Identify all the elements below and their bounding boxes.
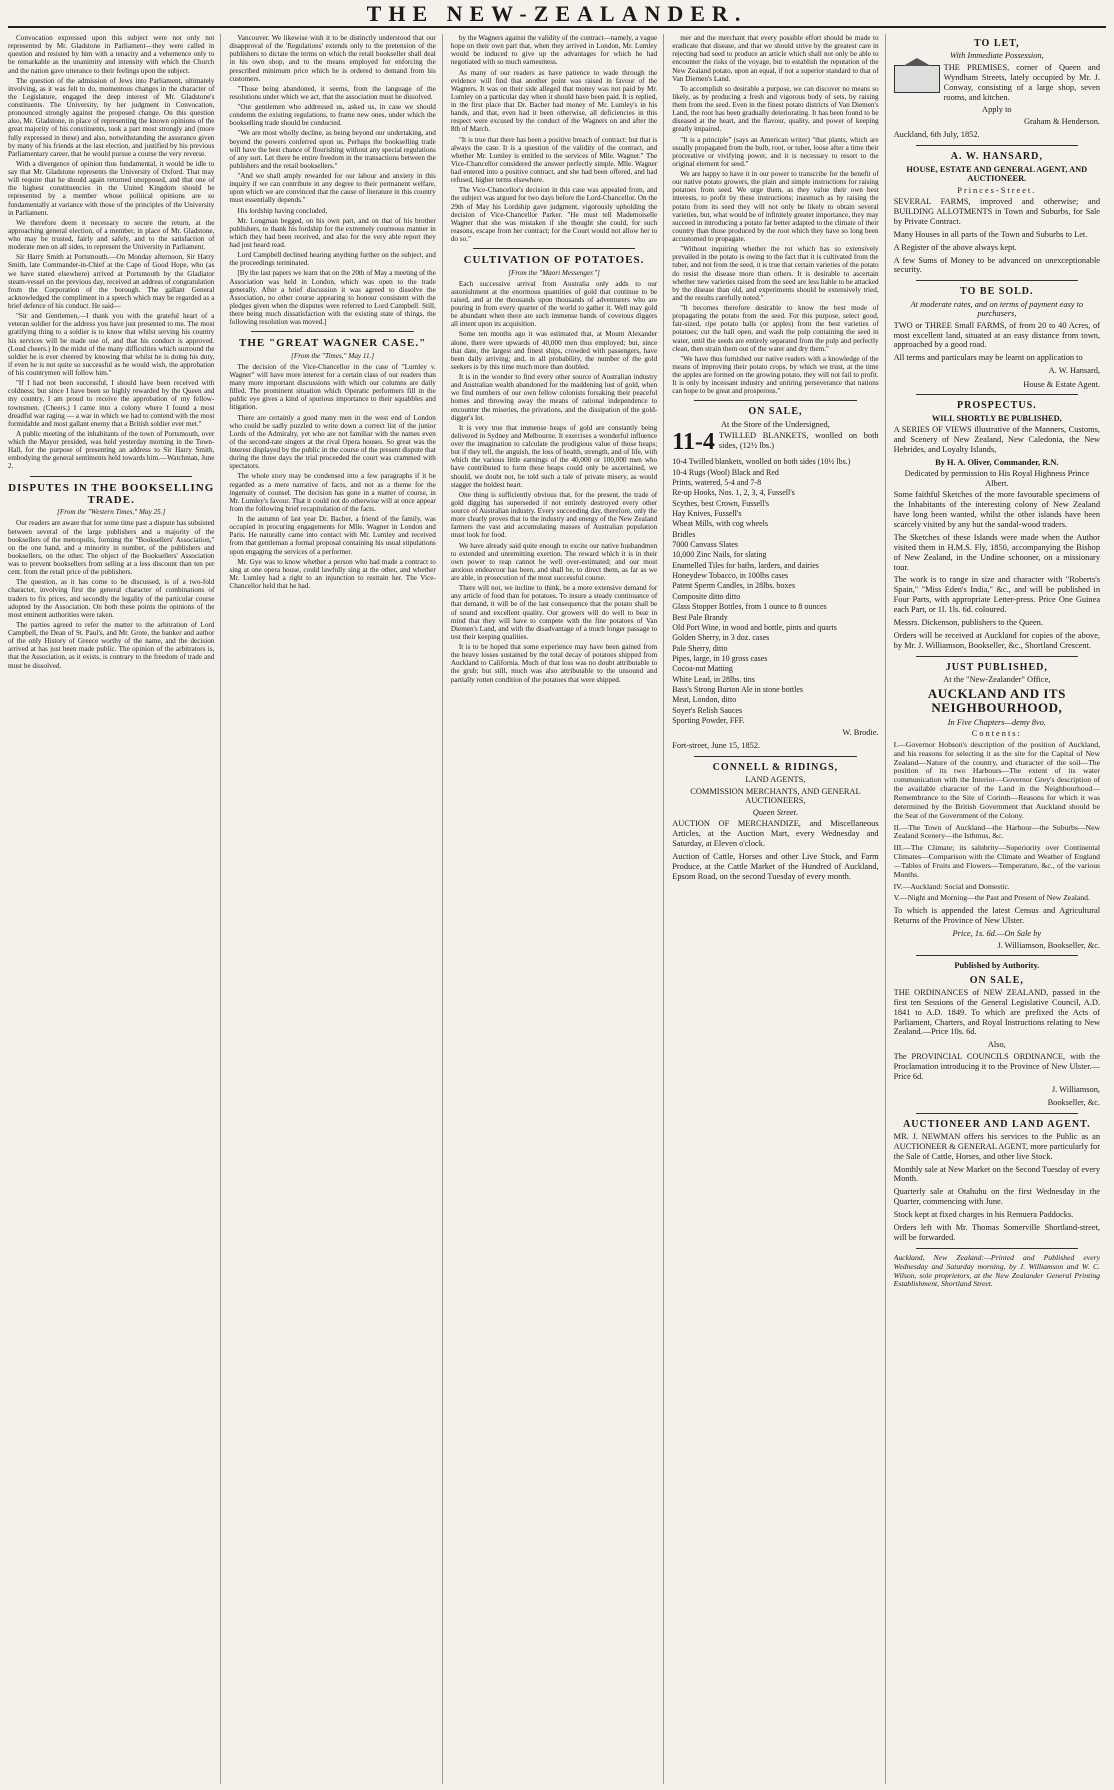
paragraph: "It is a principle" (says an American writer) "that plants, which are usually propagated from the bulb, root, or tuber, loose after a time their procreative or vivifying power, and it is necessary to resort to the original element for seed." [672,135,879,168]
divider [694,756,856,757]
paragraph: "Sir and Gentlemen,—I thank you with the grateful heart of a veteran soldier for the address you have just presented to me. The most gratifying thing to a soldier is to know that whilst serving his country his services will be made use of, and that his conduct is approved. (Loud cheers.) In the midst of the many difficulties which surround the soldier he is ever cheered by knowing that whilst he is doing his duty, if even he is not quite so successful as he would wish, the approbation of his countrymen will follow him." [8,312,215,377]
list-item: Enamelled Tiles for baths, larders, and dairies [672,560,819,570]
ad-body: Monthly sale at New Market on the Second Tuesday of every Month. [893,1164,1101,1184]
ad-price: Price, 1s. 6d.—On Sale by [952,929,1042,939]
ad-line: HOUSE, ESTATE AND GENERAL AGENT, AND AUCTIONEER. [906,164,1088,184]
ad-body: Quarterly sale at Otahuhu on the first Wednesday in the Quarter, commencing with June. [893,1187,1101,1207]
divider [473,248,635,249]
paragraph: Lord Campbell declined hearing anything further on the subject, and the proceedings terminated. [229,251,436,268]
paragraph: "Without inquiring whether the rot which has so extensively prevailed in the potato is owing to the fact that it is cultivated from the tuber, and not from the seed, it is true that certain varieties of the potato do resist the disease more than others. It is desirable to ascertain whether new varieties raised from the seed are less liable to be attacked by the disease than old, and experiments should be extensively tried, and the results carefully noted." [672,245,879,302]
contents-item: II.—The Town of Auckland—the Harbour—the Suburbs—New Zealand Scenery—the Isthmus, &c. [893,822,1101,841]
paragraph: "It is true that there has been a positive breach of contract: but that is always the case. It is a question of the validity of the contract, and whether Mr. Lumley is entitled to the services of Mlle. Wagner." The Vice-Chancellor considered the answer perfectly simple. Mlle. Wagner had entered into a positive contract, and she had been offered, and had refused, higher terms elsewhere. [450,135,658,185]
contents-item: III.—The Climate; its salubrity—Superiority over Continental Climates—Comparison with the Climate and Weather of England—Tables of Fruits and Flowers—Temperature, &c., of the various Months. [893,843,1101,879]
list-item: Cocoa-nut Matting [672,664,733,674]
paragraph: Our readers are aware that for some time past a dispute has subsisted between several of the large publishers and a majority of the booksellers of the metropolis, forming the "Booksellers' Association," on the one hand, and a minority in number, of the publishers and booksellers, on the other. The object of the Booksellers' Association was to prevent booksellers from selling at a less discount than ten per cent. from the retail price of the publishers. [8,519,215,577]
ad-signature: House & Estate Agent. [1023,379,1101,389]
paragraph: "We are most wholly decline, as being beyond our undertaking, and beyond the powers conferred upon us. Perhaps the bookselling trade will have the best chance of flourishing without any special regulations of any sort. Let there be entire freedom in the transactions between the publishers and the retail booksellers." [229,129,436,170]
ad-big-line: WILL SHORTLY BE PUBLISHED, [931,413,1062,423]
ad-heading: AUCTIONEER AND LAND AGENT. [903,1118,1091,1130]
list-item: Bridles [672,529,696,539]
paragraph: It is in the wonder to find every other source of Australian industry and Australian wealth abandoned for the maddening lust of gold, when we find numbers of our own fellow colonists forsaking their peaceful homes and throwing away the means of rational independence to encounter the miseries, the privations, and the dissipation of the gold-digger's lot. [450,373,658,422]
divider [30,476,192,477]
paragraph: As many of our readers as have patience to wade through the evidence will find that another point was raised in favour of the Wagners. It was on their side alleged that money was not paid by Mr. Lumley on a particular day when it should have been paid. It is replied, in the first place that Dr. Bacher had money of Mr. Lumley's in his hands, and that, even had it been otherwise, all deficiencies in this respect were excused by the conduct of the Wagners on and after the 8th of March. [450,68,658,134]
ad-body: THE PREMISES, corner of Queen and Wyndham Streets, lately occupied by Mr. J. Conway, consisting of a large shop, seven rooms, and kitchen. [943,62,1101,102]
list-item: Meat, London, ditto [672,695,737,705]
ad-signature: J. Williamson, [1051,1084,1101,1094]
ad-body: Many Houses in all parts of the Town and Suburbs to Let. [893,229,1088,239]
ad-signature: Graham & Henderson. [1023,116,1101,126]
ad-body: Some faithful Sketches of the more favourable specimens of the Inhabitants of the interesting colony of New Zealand have long been wanted, whilst the other islands have been scarcely visited by any but the sandal-wood traders. [893,490,1101,529]
ad-signature: A. W. Hansard, [1048,366,1101,376]
ad-signature: W. Brodie. [842,727,879,737]
list-item: 10,000 Zinc Nails, for slating [672,550,767,560]
paragraph: The whole story may be condensed into a few paragraphs if it be regarded as a mere narrative of facts, and not as a theme for the ingenuity of counsel. The decision has gone in a matter of course, in Mr. Lumley's favour. That it could not do otherwise will at once appear from the following brief recapitulation of the facts. [229,472,436,513]
ad-body: A Register of the above always kept. [893,242,1017,252]
list-item: Best Pale Brandy [672,612,728,622]
ad-heading: ON SALE, [748,406,803,418]
ad-body: Auction of Cattle, Horses and other Live Stock, and Farm Produce, at the Cattle Market of the Hundred of Auckland, Epsom Road, on the second Tuesday of every month. [672,851,879,881]
list-item: Re-up Hooks, Nos. 1, 2, 3, 4, Fussell's [672,488,795,498]
paragraph: "If I had not been successful, I should have been received with coldness; but since I have been so highly rewarded by the Queen and my country, I am proud to receive the approbation of my fellow-townsmen. (Cheers.) I came into a colony where I found a most dreadful war raging — a war in which we had to contend with the most formidable and most gallant enemy that a British soldier ever met." [8,379,215,428]
ad-body: To which is appended the latest Census and Agricultural Returns of the Province of New Ulster. [893,906,1101,926]
list-item: Honeydew Tobacco, in 100lbs cases [672,571,789,581]
contents-label: Contents: [971,729,1022,739]
columns [8,28,1106,1784]
divider [916,145,1078,146]
list-item: Hay Knives, Fussell's [672,508,742,518]
ad-heading: PROSPECTUS. [957,400,1037,412]
masthead: THE NEW-ZEALANDER. [8,0,1106,28]
ad-body: A SERIES OF VIEWS illustrative of the Manners, Customs, and Scenery of New Zealand, New Caledonia, the New Hebrides, and Loyalty Islands, [893,425,1101,454]
list-item: 10-4 Twilled blankets, woolled on both sides (10½ lbs.) [672,457,851,467]
divider [251,331,413,332]
ad-street: Queen Street. [752,807,799,817]
list-item: Composite ditto ditto [672,591,741,601]
ad-body: MR. J. NEWMAN offers his services to the Public as an AUCTIONEER & GENERAL AGENT, more particularly for the Sale of Cattle, Horses, and other live Stock. [893,1131,1101,1161]
column-4 [672,34,885,1784]
ad-body: Stock kept at fixed charges in his Remuera Paddocks. [893,1210,1074,1220]
list-item: Prints, watered, 5-4 and 7-8 [672,477,762,487]
ad-line: COMMISSION MERCHANTS, AND GENERAL AUCTIONEERS, [690,786,861,806]
ad-lead-number: 11-4 [672,429,715,456]
book-subtitle: In Five Chapters—demy 8vo. [947,717,1046,727]
ad-body: The work is to range in size and character with "Roberts's Spain," "Miss Eden's India," &c., and will be published in Four Parts, with appropriate Letter-press. Price One Guinea each Part, or 1l. 1ls. 6d. coloured. [893,575,1101,615]
paragraph: Vancouver. We likewise wish it to be distinctly understood that our disapproval of the 'Regulations' extends only to the pretension of the publishers to dictate the terms on which the retail bookseller shall deal in his own shop, and to the means employed for enforcing the prescribed minimum price which he is ordered to demand from his customers. [229,34,436,83]
paragraph: To accomplish so desirable a purpose, we can discover no means so likely, as by producing a fresh and vigorous body of sets, by raising them from the seed. Even in the finest potato districts of Van Diemen's Land, the root has been gradually deteriorating. It has been found to be diseased at the heart, and the flavour, quality, and power of keeping greatly impaired. [672,84,879,134]
contents-item: V.—Night and Morning—the Past and Present of New Zealand. [893,893,1090,903]
list-item: Patent Sperm Candles, in 28lbs. boxes [672,581,796,591]
article-heading: CULTIVATION OF POTATOES. [463,254,645,267]
ad-heading: CONNELL & RIDINGS, [712,761,839,773]
ad-apply: Apply to [982,105,1012,115]
ad-dedication: Dedicated by permission to His Royal Highness Prince Albert. [904,469,1090,488]
list-item: Pipes, large, in 10 gross cases [672,653,768,663]
ad-street: Princes-Street. [957,185,1037,195]
paragraph: mer and the merchant that every possible effort should be made to eradicate that disease, and that we should strive by the greatest care in rejecting bad seed to produce an article which shall not only be able to encounter the risks of the voyage, but to establish the reputation of the New Zealand potato, upon an equal, if not a superior standard to that of Van Diemen's Land. [672,34,879,83]
ad-body: Orders will be received at Auckland for copies of the above, by Mr. J. Williamson, Bookseller, &c., Shortland Crescent. [893,630,1101,650]
paragraph: There are certainly a good many men in the west end of London who could be sadly puzzled to write down a correct list of the junior Lords of the Admiralty, yet who are not familiar with the names even of the second-rate singers at the rival Opera houses. So great was the interest displayed by the public in the course of the present dispute that during the three days the trial proceeded the court was crammed with spectators. [229,413,436,471]
ad-date: Auckland, 6th July, 1852. [893,130,980,140]
contents-item: IV.—Auckland: Social and Domestic. [893,881,1010,891]
ad-body: The PROVINCIAL COUNCILS ORDINANCE, with the Proclamation introducing it to the Province of New Ulster.—Price 6d. [893,1051,1101,1081]
ad-signature: Bookseller, &c. [1047,1098,1101,1108]
divider [916,1248,1078,1249]
divider [694,400,856,401]
article-source: [From the "Times," May 11.] [291,351,375,360]
ad-body: All terms and particulars may be learnt on application to [893,353,1083,363]
paragraph: We are happy to have it in our power to transcribe for the benefit of our native potato growers, the plain and simple instructions for raising potatoes from seed. We urge them, as they value their own best interests, to profit by these instructions; inasmuch as by raising the potato from its seed they will not only be likely to obtain several varieties, but, what would be of infinitely greater importance, they may succeed in introducing a potato far better adapted to the climate of their country than those produced by the root which they have so long been accustomed to propagate. [672,170,879,243]
ad-heading: A. W. HANSARD, [950,151,1043,163]
list-item: Glass Stopper Bottles, from 1 ounce to 8 ounces [672,602,827,612]
divider [916,656,1078,657]
ad-lead [672,431,878,454]
list-item: 7000 Canvass Slates [672,540,738,550]
divider [916,955,1078,956]
paragraph: One thing is sufficiently obvious that, for the present, the trade of gold digging has superseded if not entirely destroyed every other source of Australian industry. Every succeeding day, therefore, only the more clearly proves that to the industry and energy of the New Zealand farmers the vast and accumulating masses of Australian population must look for food. [450,490,658,540]
contents-item: I.—Governor Hobson's description of the position of Auckland, and his reasons for selecting it as the site for the Capital of New Zealand—Nature of the country, and character of the soil—The position of its two Harbours—The extent of its water communication with the Interior—Governor Grey's description of the available character of the Land in the Neighbourhood—Remembrance to the Site of Corinth—Reasons for which it was determined by the British Government that Auckland should be the Seat of the Government of the Colony. [893,739,1101,820]
ad-subheading: At the Store of the Undersigned, [720,419,830,429]
list-item: 10-4 Rugs (Wool) Black and Red [672,467,779,477]
list-item: Bass's Strong Burton Ale in stone bottles [672,685,803,695]
imprint: Auckland, New Zealand:—Printed and Published every Wednesday and Saturday morning, by J. Williamson and W. C. Wilson, sole proprietors, at the New Zealander General Printing Establishment, Shortland Street. [893,1252,1101,1289]
ad-subheading: At the "New-Zealander" Office, [943,675,1051,685]
paragraph: The question of the admission of Jews into Parliament, ultimately involving, as it was felt to do, momentous changes in the character of the Legislature, engaged the deep interest of Mr. Gladstone's constituents. The University, by her judgment in Convocation, pronounced strongly against the proposed change. On this question also, Mr. Gladstone, in place of representing the known opinions of the great majority of his constituents, took a part most strongly and (more fully expressed in these) and also, notwithstanding the assurance given by many of his friends at the last election, and justified by his previous Parliamentary career, that he would pursue a course the very reverse. [8,76,215,158]
list-item: Sporting Powder, FFF. [672,716,745,726]
list-item: Old Port Wine, in wood and bottle, pints and quarts [672,622,837,632]
paragraph: The decision of the Vice-Chancellor in the case of "Lumley v. Wagner" will have more interest for a certain class of our readers than many more important discussions with which our columns are daily filled. The prominent situation which Operatic performers fill in the public eye gives a kind of spurious importance to their squabbles and litigation. [229,362,436,412]
ad-heading: TO BE SOLD. [960,286,1034,298]
paragraph: "We have thus furnished our native readers with a knowledge of the means of improving their potato crops, by which we trust, at the time the apples are formed on the growing potato, they will not fail to profit. It is only by incessant industry and untiring perseverance that nations can hope to be great and prosperous." [672,354,879,396]
column-5 [894,34,1106,1784]
ad-body-wrap [894,63,1100,103]
paragraph: With a divergence of opinion thus fundamental, it would be idle to say that Mr. Gladstone represents the University of Oxford. That may will require that he should again returned unopposed, and that one of the highest constituencies in the United Kingdom should be represented by a member whose political opinions are so fundamentally at variance with those of the principles of the University in Parliament. [8,159,215,217]
list-item: Pale Sherry, ditto [672,643,728,653]
paragraph: We therefore deem it necessary to secure the return, at the approaching general election, of a member, in place of Mr. Gladstone, who may be trusted, fairly and safely, and to the satisfaction of moderate men on all sides, to represent the University in Parliament. [8,218,215,252]
article-source: [From the "Western Times," May 25.] [57,508,166,517]
paragraph: In the autumn of last year Dr. Bacher, a friend of the family, was occupied in procuring engagements for Mlle. Wagner in London and Paris. He naturally came into contact with Mr. Lumley and received from that gentleman a formal proposal containing his usual stipulations upon engaging the services of a performer. [229,515,436,556]
ad-date: Fort-street, June 15, 1852. [672,740,761,750]
ad-body: THE ORDINANCES of NEW ZEALAND, passed in the first ten Sessions of the General Legislative Council, A.D. 1841 to A.D. 1849. To which are prefixed the Acts of Parliament, Charters, and Royal Instructions relating to New Zealand.—Price 10s. 6d. [893,987,1101,1037]
list-item: White Lead, in 28lbs. tins [672,674,755,684]
list-item: Scythes, best Crown, Fussell's [672,498,769,508]
paragraph: Some ten months ago it was estimated that, at Mount Alexander alone, there were upwards of 40,000 men thus employed; but, since that date, the largest and finest ships, crowded with passengers, have been daily arriving; and, in all probability, the number of the gold seekers is by this time much more than doubled. [450,330,658,371]
paragraph: "It becomes therefore desirable to know the best mode of propagating the potato from the seed. For this purpose, select good, fair-sized, ripe potato balls (or apples) from the best varieties of potatoes; cut the ball open, and wash the pulp containing the seed in water, until the seeds are entirely separated from the pulp and perfectly clean, then strain them out of the water and dry them." [672,304,879,353]
paragraph: Mr. Longman begged, on his own part, and on that of his brother publishers, to thank his lordship for the extremely courteous manner in which they had been received, and also for the very able report they had just heard read. [229,216,436,249]
paragraph: "Our gentlemen who addressed us, asked us, in case we should condemn the existing regulations, to frame new ones, under which the bookselling trade should be conducted. [229,103,436,128]
paragraph: by the Wagners against the validity of the contract—namely, a vague hope on their own part that, when they arrived in London, Mr. Lumley would be induced to give up the advantages for which he had negotiated with so much earnestness. [450,34,658,67]
ad-body: Orders left with Mr. Thomas Somerville Shortland-street, will be forwarded. [893,1223,1101,1242]
ad-author: By H. A. Oliver, Commander, R.N. [935,457,1059,467]
ad-heading: TO LET, [974,38,1020,49]
paragraph: We have already said quite enough to excite our native husbandmen to extended and unremitting exertion. The reward which it is in their own power to reap cannot be well over-estimated; and our most anxious endeavour has been, and shall be, to direct them, as far as we are able, in prosecution of the most successful course. [450,541,658,583]
paragraph: "And we shall amply rewarded for our labour and anxiety in this inquiry if we can contribute in any degree to their permanent welfare, upon which we are convinced that the cause of literature in this country must essentially depends." [229,172,436,205]
paragraph: Each successive arrival from Australia only adds to our astonishment at the enormous quantities of gold that continue to be raised, and at the thousands upon thousands of adventurers who are pouring in from every quarter of the world to gather it. Well may gold be abundant when there are such immense bands of covetous diggers all intent upon its acquisition. [450,279,658,329]
divider [916,1113,1078,1114]
ad-body: Messrs. Dickenson, publishers to the Queen. [893,618,1043,628]
ad-signature: J. Williamson, Bookseller, &c. [997,940,1101,950]
ad-body: A few Sums of Money to be advanced on unexceptionable security. [893,255,1101,275]
ad-also: Also, [987,1040,1006,1050]
paragraph: "Those being abandoned, it seems, from the language of the resolutions under which we act, that the association must be dissolved. [229,84,436,101]
ad-body: SEVERAL FARMS, improved and otherwise; and BUILDING ALLOTMENTS in Town and Suburbs, for Sale by Private Contract. [893,197,1101,226]
list-item: Golden Sherry, in 3 doz. cases [672,633,770,643]
list-item: Wheat Mills, with cog wheels [672,519,768,529]
house-icon [894,65,940,93]
article-source: [From the "Maori Messenger."] [508,268,600,277]
paragraph: Convocation expressed upon this subject were not only not represented by Mr. Gladstone in Parliament—they were called in question and resisted by him with a tenacity and a vehemence only to be remarkable as the unanimity and intensity with which the Church and the nation gave utterance to their feelings upon the subject. [8,34,215,75]
divider [916,394,1078,395]
authority-line: Published by Authority. [954,961,1040,971]
paragraph: A public meeting of the inhabitants of the town of Portsmouth, over which the Mayor presided, was held yesterday morning in the Town-Hall, for the purpose of presenting an address to Sir Harry Smith, embodying the general sentiments held towards him.—Watchman, June 2. [8,429,215,471]
paragraph: The Vice-Chancellor's decision in this case was appealed from, and the subject was argued for two days before the Lord-Chancellor. On the 29th of May his Lordship gave judgment, vigorously upholding the decision of Vice-Chancellor Parker. "He must tell Mademoiselle Wagner that she was mistaken if she thought she could, for such reasons, escape from her contract; for the Court would not allow her to do so." [450,186,658,243]
paragraph: The question, as it has come to be discussed, is of a two-fold character, involving first the general character of combinations of traders to fix prices, and secondly the legality of the particular course adopted by the Association. On both these points the opinions of the most eminent authorities were taken. [8,578,215,619]
paragraph: [By the last papers we learn that on the 20th of May a meeting of the Association was held in London, which was open to the trade generally. After a brief discussion it was agreed to dissolve the Association, no other course appearing to honour consistent with the pledges given when the disputes were referred to Lord Campbell. Still, there being much dissatisfaction with the existing state of things, the following resolution was moved.] [229,269,436,327]
ad-lead-text: TWILLED BLANKETS, woolled on both sides, (12½ lbs.) [718,431,879,451]
article-heading: DISPUTES IN THE BOOKSELLING TRADE. [8,481,215,506]
paragraph: Mr. Gye was to know whether a person who had made a contract to sing at one opera house, could lawfully sing at the other, and whether Mr. Lumley had a right to an injunction to restrain her. The Vice-Chancellor held that he had. [229,557,436,591]
paragraph: It is to be hoped that some experience may have been gained from the heavy losses sustained by the total decay of potatoes shipped from Auckland to California. Much of that loss was no doubt attributable to the grub; but still, much was also attributable to the unsound and partially rotten condition of the potatoes that were shipped. [450,643,658,684]
paragraph: Sir Harry Smith at Portsmouth.—On Monday afternoon, Sir Harry Smith, late Commander-in-Chief at the Cape of Good Hope, who (as we have stated elsewhere) arrived at Portsmouth by the Gladiator steam-vessel on the previous day, received an address of congratulation from the Corporation of the borough. The gallant General acknowledged the compliment in a speech which may be regarded as a brief defence of his conduct. He said— [8,253,215,310]
divider [916,280,1078,281]
paragraph: His lordship having concluded, [237,206,328,215]
ad-heading: ON SALE, [969,974,1024,986]
ad-heading: JUST PUBLISHED, [945,661,1048,673]
list-item: Soyer's Relish Sauces [672,705,743,715]
ad-subheading: At moderate rates, and on terms of payment easy to purchasers, [910,299,1084,319]
ad-item-list [672,457,878,725]
book-title: AUCKLAND AND ITS NEIGHBOURHOOD, [927,685,1066,716]
ad-line: LAND AGENTS, [745,775,806,785]
column-3 [451,34,664,1784]
column-1 [8,34,221,1784]
ad-body: AUCTION OF MERCHANDIZE, and Miscellaneous Articles, at the Auction Mart, every Wednesday and Saturday, at Eleven o'clock. [672,819,879,848]
ad-body: TWO or THREE Small FARMS, of from 20 to 40 Acres, of most excellent land, situated at an easy distance from town, approached by a good road. [893,320,1101,350]
paragraph: It is very true that immense heaps of gold are constantly being delivered in Sydney and Melbourne. It exercises a wonderful influence over the imagination to calculate the prodigious value of those heaps; but if they tell, the anguish, the loss of health, strength, and of life, with which the various little earnings of the 40,000 or 100,000 men who have contributed to form these heaps could only be ascertained, we should, we doubt not, be told such a tale of private misery, as would stagger the boldest heart. [450,423,658,489]
paragraph: The parties agreed to refer the matter to the arbitration of Lord Campbell, the Dean of St. Paul's, and Mr. Grote, the banker and author of the only History of Greece worthy of the name, and the decision arrived at has just been made public. The opinion of the arbitrators is, that the Association, as it exists, is contrary to the freedom of trade and must be dissolved. [8,620,215,670]
ad-subheading: With Immediate Possession, [949,51,1044,61]
article-heading: THE "GREAT WAGNER CASE." [239,337,427,350]
column-2 [229,34,442,1784]
paragraph: There will not, we incline to think, be a more extensive demand for any article of food than for potatoes. To insure a steady continuance of that demand, it will be of the last consequence that the potato shall be of sound and excellent quality. Our growers will do well to bear in mind that they will have to compete with the fine potatoes of Van Diemen's Land, and with the disadvantage of a much longer passage to test their keeping qualities. [450,584,658,641]
ad-body: The Sketches of these Islands were made when the Author visited them in H.M.S. Fly, 1850, accompanying the Bishop of New Zealand, in the Undine schooner, on a missionary tour. [893,532,1101,572]
